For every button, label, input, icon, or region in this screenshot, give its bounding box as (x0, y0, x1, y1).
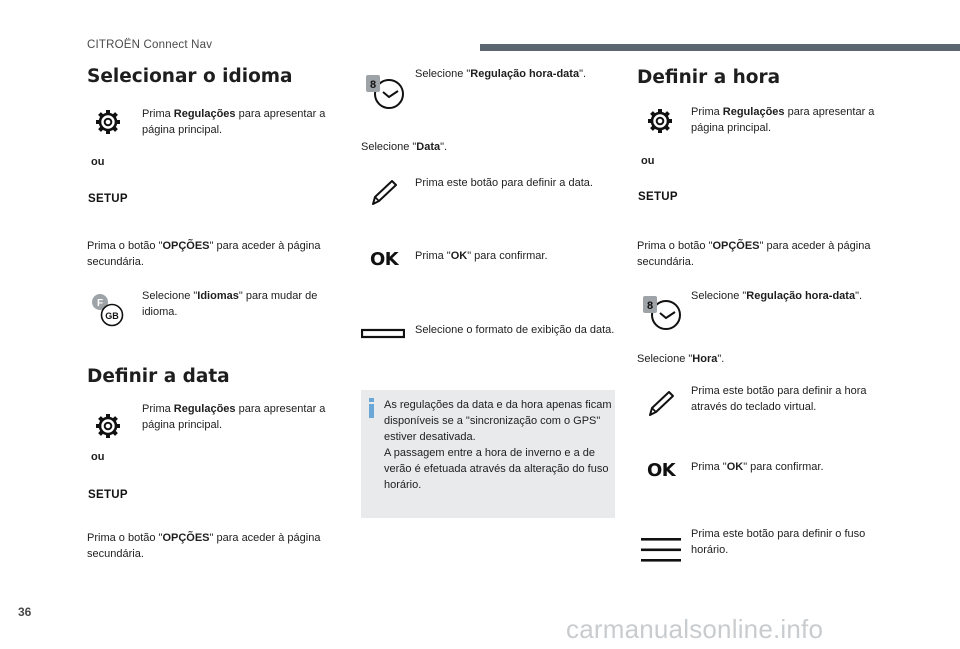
step-formato-data: Selecione o formato de exibição da data. (415, 324, 615, 336)
page-number: 36 (18, 605, 32, 619)
or-label: ou (91, 451, 105, 463)
svg-text:GB: GB (105, 311, 119, 321)
heading-selecionar-idioma: Selecionar o idioma (87, 66, 293, 87)
step-definir-data: Prima este botão para definir a data. (415, 177, 593, 189)
setup-button-label: SETUP (88, 193, 128, 205)
or-label: ou (91, 156, 105, 168)
heading-definir-hora: Definir a hora (637, 67, 781, 88)
step-prima-regulacoes: Prima Regulações para apresentar a página principal. (691, 106, 875, 134)
gear-icon (94, 108, 122, 136)
step-definir-hora: Prima este botão para definir a hora através do teclado virtual. (691, 385, 867, 413)
timezone-lines-icon (640, 536, 682, 564)
svg-text:8: 8 (369, 79, 377, 91)
step-prima-opcoes: Prima o botão "OPÇÕES" para aceder à página secundária. (637, 240, 871, 268)
step-prima-ok: Prima "OK" para confirmar. (691, 461, 824, 473)
step-prima-opcoes: Prima o botão "OPÇÕES" para aceder à página secundária. (87, 240, 321, 268)
heading-definir-data: Definir a data (87, 366, 230, 387)
watermark: carmanualsonline.info (566, 614, 824, 644)
info-text: As regulações da data e da hora apenas ficam disponíveis se a "sincronização com o GPS" estiver desativada. A passagem entre a hora de inverno e a de verão é efetuada através da alteração do fuso horário. (384, 399, 612, 491)
clock-settings-icon (365, 74, 407, 110)
or-label: ou (641, 155, 655, 167)
step-prima-regulacoes: Prima Regulações para apresentar a página principal. (142, 403, 326, 431)
step-selecione-data: Selecione "Data". (361, 141, 448, 153)
ok-icon: OK (370, 249, 399, 270)
language-flags-icon (91, 293, 125, 327)
gear-icon (646, 107, 674, 135)
pencil-icon (367, 178, 399, 210)
step-selecione-hora: Selecione "Hora". (637, 353, 725, 365)
pencil-icon (644, 389, 676, 421)
format-bar-icon (361, 324, 405, 344)
step-prima-regulacoes: Prima Regulações para apresentar a página principal. (142, 108, 326, 136)
step-prima-opcoes: Prima o botão "OPÇÕES" para aceder à página secundária. (87, 532, 321, 560)
svg-text:F: F (96, 298, 104, 309)
step-selecione-regulacao: Selecione "Regulação hora-data". (691, 290, 863, 302)
clock-settings-icon (642, 295, 684, 331)
setup-button-label: SETUP (638, 191, 678, 203)
step-fuso-horario: Prima este botão para definir o fuso horário. (691, 528, 866, 556)
running-header: CITROËN Connect Nav (87, 39, 213, 51)
step-selecione-regulacao: Selecione "Regulação hora-data". (415, 68, 587, 80)
svg-text:8: 8 (646, 300, 654, 312)
header-bar (480, 44, 960, 51)
setup-button-label: SETUP (88, 489, 128, 501)
step-selecione-idiomas: Selecione "Idiomas" para mudar de idioma. (142, 290, 318, 318)
ok-icon: OK (647, 460, 676, 481)
gear-icon (94, 412, 122, 440)
step-prima-ok: Prima "OK" para confirmar. (415, 250, 548, 262)
info-icon (368, 398, 375, 418)
